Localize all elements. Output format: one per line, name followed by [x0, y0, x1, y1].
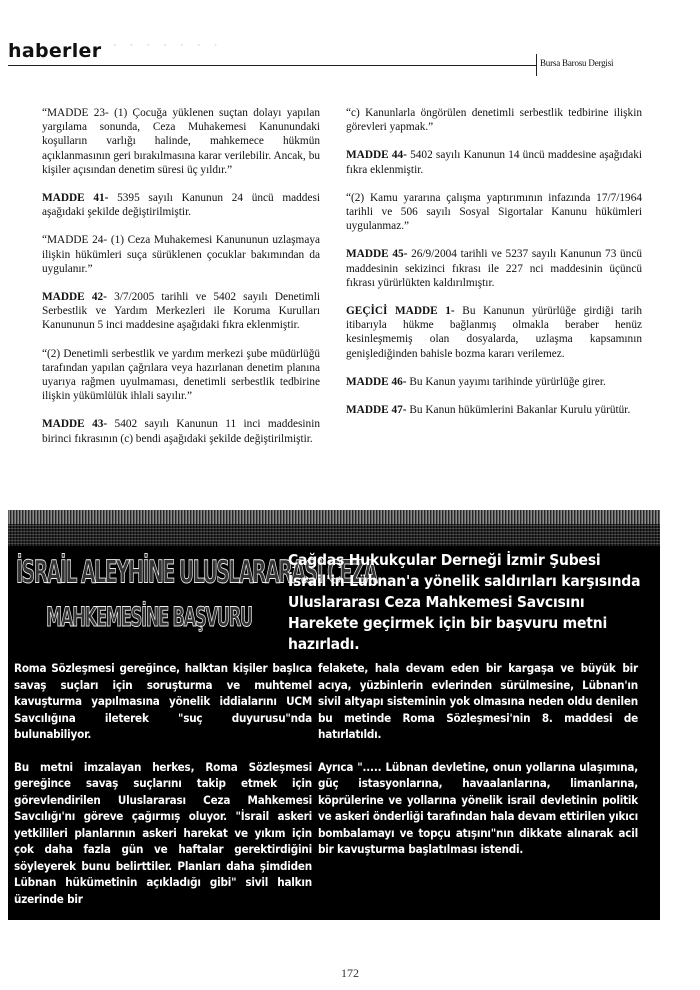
journal-name: Bursa Barosu Dergisi — [540, 58, 614, 68]
article-heading: MADDE 43- — [42, 418, 108, 431]
article-text: Bu Kanun yayımı tarihinde yürürlüğe girer. — [406, 375, 606, 388]
article-text: “c) Kanunlarla öngörülen denetimli serbestlik tedbirine ilişkin görevleri yapmak.” — [346, 107, 642, 134]
band-texture-lines — [8, 524, 660, 546]
faded-header-watermark: · · · · · · · — [112, 36, 222, 56]
feature-band — [8, 510, 660, 920]
article-text: “MADDE 23- (1) Çocuğa yüklenen suçtan dolayı yapılan yargılama sonunda, Ceza Muhakemesi Kanunundaki koşulların varlığı halinde, mahkemece hükmün açıklanmasının geri bırakılmasına karar verilebilir. Ancak, bu kişiler açısından denetim süresi üç yıldır.” — [42, 107, 320, 176]
article-paragraph — [346, 148, 642, 176]
article-paragraph — [42, 191, 320, 219]
article-heading: MADDE 46- — [346, 375, 407, 388]
article-paragraph — [346, 247, 642, 290]
article-paragraph — [346, 375, 642, 389]
feature-headline: Çağdaş Hukukçular Derneği İzmir Şubesi İsrail'in Lübnan'a yönelik saldırıları karşısında Uluslararası Ceza Mahkemesi Savcısını Harekete geçirmek için bir başvuru metni hazırladı. — [288, 551, 641, 653]
stamp-line-1: İSRAİL ALEYHİNE ULUSLARARASI CEZA — [16, 554, 377, 590]
feature-left-column — [14, 660, 312, 920]
article-paragraph — [42, 417, 320, 445]
article-text: “(2) Denetimli serbestlik ve yardım merkezi şube müdürlüğü tarafından yapılan çağrılara veya hazırlanan denetim planına uyarıya rağmen uyulmaması, denetimli serbestlik tedbirine ilişkin yükümlülük ihlali sayılır.” — [42, 347, 320, 403]
article-text: Bu Kanun hükümlerini Bakanlar Kurulu yürütür. — [406, 404, 631, 417]
feature-paragraph: Bu metni imzalayan herkes, Roma Sözleşmesi gereğince savaş suçlarını takip etmek için görevlendirilen Uluslararası Ceza Mahkemesi Savcılığı'nı göreve çağırmış oluyor. "İsrail askeri yetkilileri planlarının askeri harekat ve yıkım için çok daha fazla gün ve haftalar gerektirdiğini söyleyerek bunu belirttiler. Planları daha şimdiden Lübnan hükümetinin açıkladığı gibi" sivil halkın üzerinde bir — [14, 759, 312, 906]
left-text-column — [42, 106, 320, 460]
stamp-line-2: MAHKEMESİNE BAŞVURU — [46, 602, 252, 634]
article-paragraph — [42, 233, 320, 276]
article-text: 5402 sayılı Kanunun 14 üncü maddesine aşağıdaki fıkra eklenmiştir. — [346, 149, 643, 176]
feature-paragraph: Ayrıca "..... Lübnan devletine, onun yollarına ulaşımına, güç istasyonlarına, havaalanlarına, limanlarına, köprülerine ve yollarına yönelik israil devletinin politik ve askeri önderliği tarafından hala devam ettirilen yıkıcı bombalamayı ve topçu atışını"nın dikkate alınarak acil bir kavuşturma başlatılması istendi. — [318, 759, 638, 856]
article-heading: MADDE 45- — [346, 248, 408, 261]
feature-right-column — [318, 660, 638, 874]
header-rule — [8, 65, 536, 66]
article-text: “(2) Kamu yararına çalışma yaptırımının infazında 17/7/1964 tarihli ve 506 sayılı Sosyal Sigortalar Kanunu hükümleri uygulanmaz.” — [346, 191, 642, 233]
feature-paragraph: Roma Sözleşmesi gereğince, halktan kişiler başlıca savaş suçları için soruşturma ve muhtemel kavuşturma yapılmasına yönelik iddialarını UCM Savcılığına ileterek "suç duyurusu"nda bulunabiliyor. — [14, 661, 312, 741]
header-tick — [536, 54, 537, 76]
article-heading: MADDE 42- — [42, 291, 107, 304]
article-heading: GEÇİCİ MADDE 1- — [346, 305, 455, 318]
page-number: 172 — [341, 966, 359, 980]
article-heading: MADDE 41- — [42, 192, 109, 205]
article-paragraph — [42, 347, 320, 404]
article-text: Bu Kanunun yürürlüğe girdiği tarih itibarıyla hükme bağlanmış olmakla beraber henüz kesinleşmemiş olan dosyalarda, uzlaşma kapsamının genişlediğinden bahisle bozma kararı verilemez. — [346, 305, 642, 360]
article-heading: MADDE 47- — [346, 404, 407, 417]
feature-stamp — [16, 550, 377, 642]
right-text-column — [346, 106, 642, 431]
article-text: “MADDE 24- (1) Ceza Muhakemesi Kanununun uzlaşmaya ilişkin hükümleri suça sürüklenen çocuklar bakımından da uygulanır.” — [42, 234, 320, 275]
feature-paragraph: felakete, hala devam eden bir kargaşa ve büyük bir acıya, yüzbinlerin evlerinden sürülmesine, Lübnan'ın sivil altyapı sisteminin yok olmasına neden oldu denilen bu metinde Roma Sözleşmesi'nin 8. maddesi de hatırlatıldı. — [318, 661, 638, 741]
article-paragraph — [346, 106, 642, 134]
article-text: 5402 sayılı Kanunun 11 inci maddesinin birinci fıkrasının (c) bendi aşağıdaki şekilde değiştirilmiştir. — [42, 418, 320, 445]
article-paragraph — [346, 191, 642, 234]
section-title: haberler — [8, 40, 102, 62]
article-heading: MADDE 44- — [346, 149, 407, 162]
article-paragraph — [42, 290, 320, 333]
article-text: 26/9/2004 tarihli ve 5237 sayılı Kanunun 73 üncü maddesinin sekizinci fıkrası ile 227 nci maddesinin üçüncü fıkrası yürürlükten kaldırılmıştır. — [346, 248, 642, 289]
article-paragraph — [346, 304, 642, 361]
article-text: 5395 sayılı Kanunun 24 üncü maddesi aşağıdaki şekilde değiştirilmiştir. — [42, 192, 320, 219]
article-text: 3/7/2005 tarihli ve 5402 sayılı Denetimli Serbestlik ve Yardım Merkezleri ile Koruma Kurulları Kanununun 5 inci maddesine aşağıdaki fıkra eklenmiştir. — [42, 291, 320, 332]
article-paragraph — [42, 106, 320, 177]
article-paragraph — [346, 403, 642, 417]
